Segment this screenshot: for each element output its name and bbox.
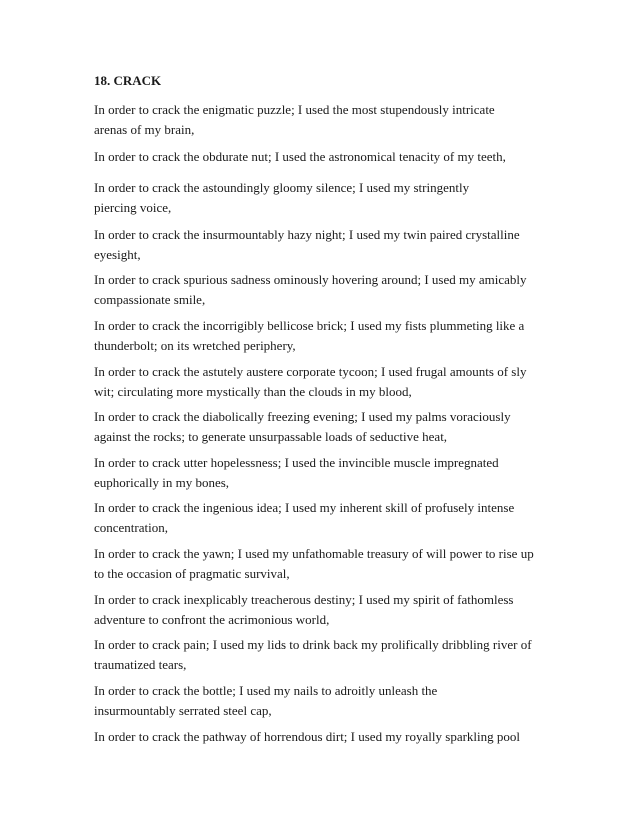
- stanza-line: concentration,: [94, 520, 168, 535]
- stanza-15: [94, 727, 554, 747]
- stanza-9: [94, 453, 554, 493]
- stanza-10: [94, 498, 554, 538]
- stanza-line: In order to crack the ingenious idea; I used my inherent skill of profusely intense: [94, 500, 515, 515]
- stanza-7: [94, 362, 554, 402]
- stanza-line: In order to crack the diabolically freezing evening; I used my palms voraciously: [94, 409, 511, 424]
- stanza-line: In order to crack the pathway of horrendous dirt; I used my royally sparkling pool: [94, 729, 520, 744]
- stanza-line: In order to crack the bottle; I used my nails to adroitly unleash the: [94, 683, 438, 698]
- stanza-3: [94, 178, 554, 218]
- stanza-line: euphorically in my bones,: [94, 475, 230, 490]
- stanza-line: In order to crack pain; I used my lids to drink back my prolifically dribbling river of: [94, 637, 532, 652]
- stanza-5: [94, 270, 554, 310]
- stanza-6: [94, 316, 554, 356]
- stanza-line: wit; circulating more mystically than the clouds in my blood,: [94, 384, 412, 399]
- stanza-line: to the occasion of pragmatic survival,: [94, 566, 290, 581]
- stanza-line: compassionate smile,: [94, 292, 206, 307]
- stanza-line: In order to crack the yawn; I used my unfathomable treasury of will power to rise up: [94, 546, 534, 561]
- stanza-line: piercing voice,: [94, 200, 172, 215]
- stanza-line: traumatized tears,: [94, 657, 187, 672]
- stanza-line: In order to crack spurious sadness ominously hovering around; I used my amicably: [94, 272, 527, 287]
- stanza-4: [94, 225, 554, 265]
- stanza-line: adventure to confront the acrimonious world,: [94, 612, 330, 627]
- stanza-line: against the rocks; to generate unsurpassable loads of seductive heat,: [94, 429, 448, 444]
- stanza-line: thunderbolt; on its wretched periphery,: [94, 338, 296, 353]
- stanza-11: [94, 544, 554, 584]
- stanza-2: [94, 147, 554, 167]
- stanza-line: eyesight,: [94, 247, 141, 262]
- stanza-14: [94, 681, 554, 721]
- stanza-line: In order to crack the incorrigibly bellicose brick; I used my fists plummeting like a: [94, 318, 525, 333]
- stanza-line: In order to crack the astutely austere corporate tycoon; I used frugal amounts of sly: [94, 364, 527, 379]
- stanza-12: [94, 590, 554, 630]
- poem-title: 18. CRACK: [94, 73, 162, 88]
- stanza-13: [94, 635, 554, 675]
- stanza-line: In order to crack the astoundingly gloomy silence; I used my stringently: [94, 180, 470, 195]
- stanza-8: [94, 407, 554, 447]
- stanza-line: In order to crack the enigmatic puzzle; I used the most stupendously intricate: [94, 102, 495, 117]
- stanza-line: insurmountably serrated steel cap,: [94, 703, 272, 718]
- stanza-line: arenas of my brain,: [94, 122, 195, 137]
- stanza-line: In order to crack inexplicably treacherous destiny; I used my spirit of fathomless: [94, 592, 514, 607]
- stanza-line: In order to crack the insurmountably hazy night; I used my twin paired crystalline: [94, 227, 520, 242]
- stanza-line: In order to crack utter hopelessness; I used the invincible muscle impregnated: [94, 455, 499, 470]
- stanza-line: In order to crack the obdurate nut; I used the astronomical tenacity of my teeth,: [94, 149, 506, 164]
- stanza-1: [94, 100, 554, 140]
